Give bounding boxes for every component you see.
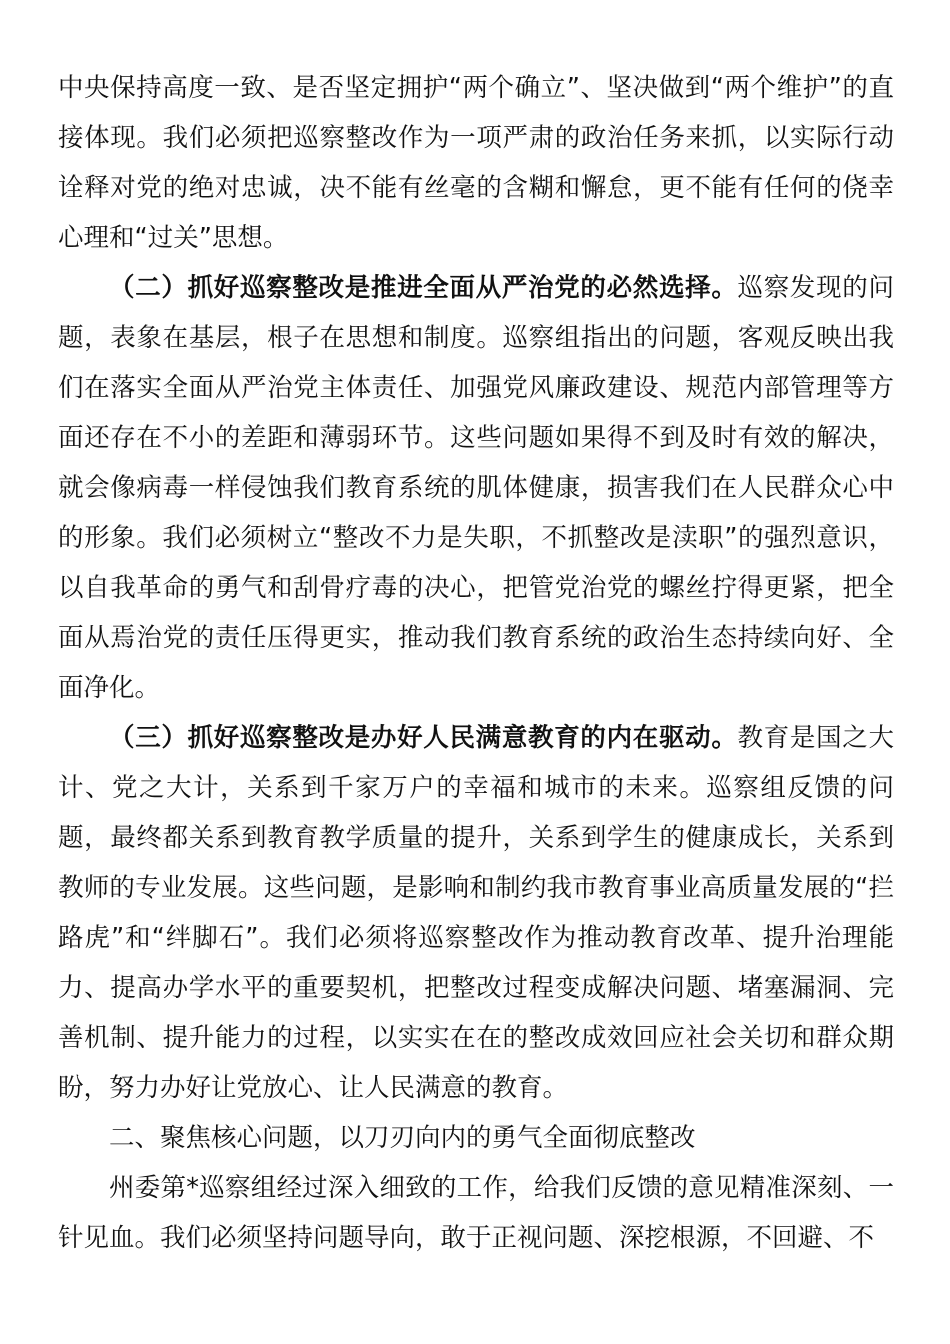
paragraph-2-lead: （二）抓好巡察整改是推进全面从严治党的必然选择。 — [109, 273, 738, 303]
continued-paragraph: 中央保持高度一致、是否坚定拥护“两个确立”、坚决做到“两个维护”的直接体现。我们必须把巡察整改作为一项严肃的政治任务来抓，以实际行动诠释对党的绝对忠诚，决不能有丝毫的含糊和懈怠，更不能有任何的侥幸心理和“过关”思想。 — [58, 73, 894, 253]
paragraph-3-body: 教育是国之大计、党之大计，关系到千家万户的幸福和城市的未来。巡察组反馈的问题，最终都关系到教育教学质量的提升，关系到学生的健康成长，关系到教师的专业发展。这些问题，是影响和制约我市教育事业高质量发展的“拦路虎”和“绊脚石”。我们必须将巡察整改作为推动教育改革、提升治理能力、提高办学水平的重要契机，把整改过程变成解决问题、堵塞漏洞、完善机制、提升能力的过程，以实实在在的整改成效回应社会关切和群众期盼，努力办好让党放心、让人民满意的教育。 — [58, 723, 894, 1103]
paragraph-2 — [58, 263, 894, 713]
section-heading: 二、聚焦核心问题，以刀刃向内的勇气全面彻底整改 — [109, 1123, 696, 1153]
paragraph-3-lead: （三）抓好巡察整改是办好人民满意教育的内在驱动。 — [109, 723, 738, 753]
paragraph-2-body: 巡察发现的问题，表象在基层，根子在思想和制度。巡察组指出的问题，客观反映出我们在落实全面从严治党主体责任、加强党风廉政建设、规范内部管理等方面还存在不小的差距和薄弱环节。这些问题如果得不到及时有效的解决，就会像病毒一样侵蚀我们教育系统的肌体健康，损害我们在人民群众心中的形象。我们必须树立“整改不力是失职，不抓整改是渎职”的强烈意识，以自我革命的勇气和刮骨疗毒的决心，把管党治党的螺丝拧得更紧，把全面从焉治党的责任压得更实，推动我们教育系统的政治生态持续向好、全面净化。 — [58, 273, 894, 703]
final-paragraph: 州委第*巡察组经过深入细致的工作，给我们反馈的意见精准深刻、一针见血。我们必须坚持问题导向，敢于正视问题、深挖根源，不回避、不 — [58, 1173, 894, 1253]
document-page — [58, 63, 894, 1263]
paragraph-3 — [58, 713, 894, 1113]
